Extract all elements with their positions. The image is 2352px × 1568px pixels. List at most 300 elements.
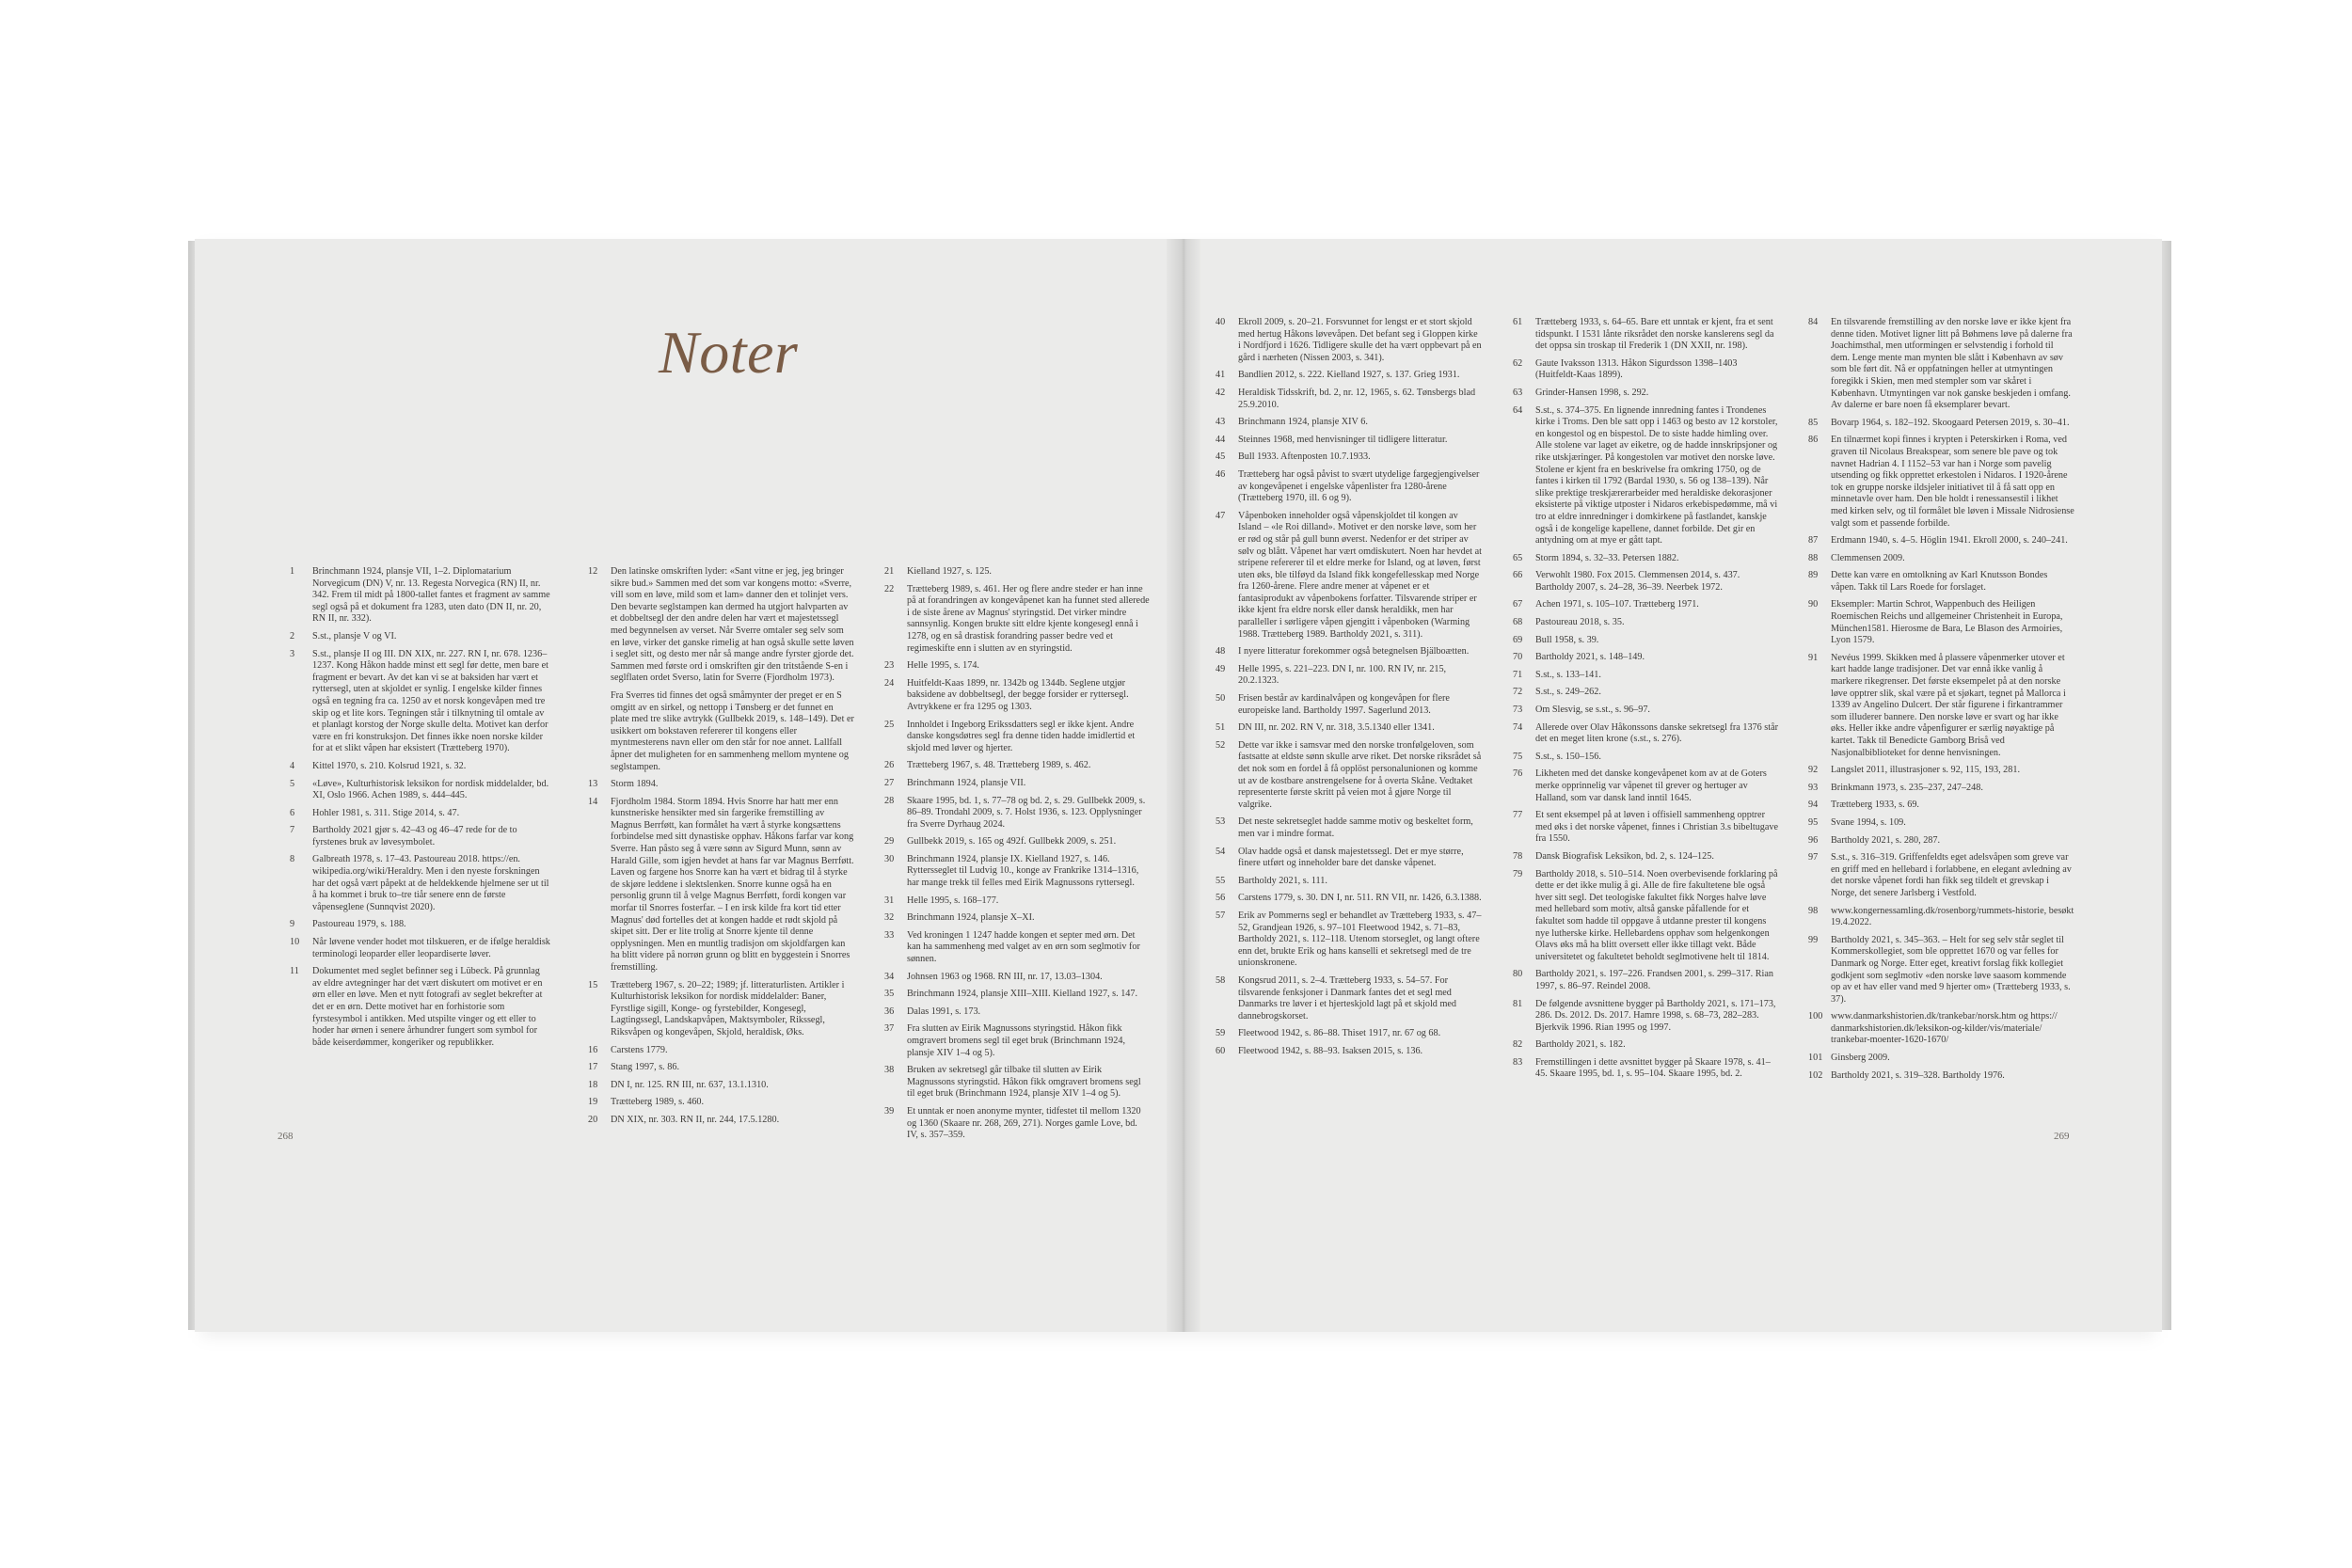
note-number: 88: [1808, 552, 1819, 563]
note-number: 54: [1216, 846, 1226, 857]
note-entry: [1808, 817, 2074, 830]
note-text: En tilnærmet kopi finnes i krypten i Peterskirken i Roma, ved graven til Nicolaus Breakspear, som senere ble pave og tok navnet Hadrian 4. I 1152–53 var han i Norge som pavelig utsending og fikk opprettet erkestolen i Nidaros. I 1920-årene tok en gruppe norske ildsjeler initiativet til å få satt opp en minnetavle over ham. Den ble holdt i renessansestil i likhet med kirken selv, og til formålet ble løven i Missale Nidrosiense valgt som et passende forbilde.: [1831, 435, 2074, 529]
note-entry: [290, 649, 551, 755]
note-number: 98: [1808, 905, 1819, 916]
note-text: Et sent eksempel på at løven i offisiell sammenheng opptrer med øks i det norske våpenet, finnes i Christian 3.s bibeltugave fra 1550.: [1535, 810, 1779, 845]
note-number: 57: [1216, 910, 1226, 921]
note-number: 60: [1216, 1045, 1226, 1056]
note-number: 27: [884, 777, 895, 788]
note-text: Brinchmann 1924, plansje XIII–XIII. Kielland 1927, s. 147.: [907, 989, 1138, 1000]
note-number: 46: [1216, 468, 1226, 480]
note-number: 17: [588, 1062, 598, 1073]
note-entry: [588, 1097, 854, 1109]
note-text: Fra slutten av Eirik Magnussons styringstid. Håkon fikk omgravert bromens segl til eget bruk (Brinchmann 1924, plansje XIV 1–4 og 5).: [907, 1023, 1125, 1058]
note-text: S.st., s. 249–262.: [1535, 687, 1601, 698]
note-number: 39: [884, 1105, 895, 1117]
note-entry: [588, 1045, 854, 1057]
note-text: Bartholdy 2021, s. 182.: [1535, 1039, 1626, 1051]
note-text: Trætteberg 1967, s. 48. Trætteberg 1989, s. 462.: [907, 760, 1091, 771]
note-number: 93: [1808, 782, 1819, 793]
note-entry: [1808, 553, 2074, 565]
note-entry: [1808, 418, 2074, 430]
note-number: 48: [1216, 646, 1226, 657]
note-number: 86: [1808, 435, 1819, 446]
note-text: Bandlien 2012, s. 222. Kielland 1927, s. 137. Grieg 1931.: [1238, 370, 1460, 381]
note-number: 87: [1808, 535, 1819, 546]
note-text: Helle 1995, s. 174.: [907, 660, 979, 672]
notes-column-1: [290, 566, 551, 1054]
note-entry: [1513, 570, 1779, 594]
note-text: Det neste sekretseglet hadde samme motiv og beskeltet form, men var i mindre format.: [1238, 816, 1473, 839]
note-entry: [1808, 317, 2074, 412]
note-number: 101: [1808, 1053, 1823, 1064]
note-text: Brinchmann 1924, plansje XIV 6.: [1238, 417, 1368, 428]
note-number: 21: [884, 566, 895, 577]
note-number: [588, 690, 611, 773]
note-text: Kielland 1927, s. 125.: [907, 566, 992, 577]
note-number: 76: [1513, 768, 1523, 780]
note-text: Brinchmann 1924, plansje X–XI.: [907, 912, 1035, 924]
note-number: 61: [1513, 317, 1523, 327]
note-entry: [1513, 687, 1779, 699]
note-number: 77: [1513, 810, 1523, 821]
note-text: S.st., s. 133–141.: [1535, 669, 1601, 680]
note-text: Når løvene vender hodet mot tilskueren, er de ifølge heraldisk terminologi leoparder eller leopardiserte løver.: [312, 937, 550, 959]
note-number: 52: [1216, 739, 1226, 751]
note-number: 79: [1513, 868, 1523, 879]
note-text: Brinchmann 1924, plansje VII, 1–2. Diplomatarium Norvegicum (DN) V, nr. 13. Regesta Norvegica (RN) II, nr. 342. Frem til midt på 1800-tallet fantes et fragment av samme segl også på et dokument fra 1283, uten dato (DN II, nr. 20, RN II, nr. 332).: [312, 566, 550, 625]
note-number: 6: [290, 807, 295, 818]
note-entry: [1513, 317, 1779, 353]
note-text: Bartholdy 2021, s. 345–363. – Helt for seg selv står seglet til Kommerskollegiet, som ble opprettet 1670 og var felles for Danmark og Norge. Etter eget, kreativt forslag fikk kollegiet godkjent som seglmotiv «den norske løve saasom kommende op av et hav eller vand med 9 hjerter om» (Trætteberg 1933, s. 37).: [1831, 934, 2071, 1005]
note-entry: [1513, 999, 1779, 1035]
note-entry: [588, 690, 854, 773]
note-entry: [1216, 911, 1482, 970]
note-text: Dokumentet med seglet befinner seg i Lübeck. På grunnlag av eldre avtegninger har det vært diskutert om motivet er en ørn eller en løve. Men et nytt fotografi av seglet bekrefter at det er en ørn. Dette motivet har en forhistorie som fyrstesymbol i antikken. Med utspilte vinger og ett eller to hoder har ørnen i senere århundrer fungert som symbol for både keiserdømmer, kongeriker og republikker.: [312, 966, 543, 1048]
note-number: 13: [588, 779, 598, 790]
note-text: Fleetwood 1942, s. 86–88. Thiset 1917, nr. 67 og 68.: [1238, 1028, 1441, 1039]
note-entry: [884, 1023, 1151, 1059]
note-text: Bruken av sekretsegl går tilbake til slutten av Eirik Magnussons styringstid. Håkon fikk omgravert bromens segl til eget bruk (Brinchmann 1924, plansje XIV 1–4 og 5).: [907, 1065, 1141, 1100]
note-text: S.st., s. 316–319. Griffenfeldts eget adelsvåpen som greve var en griff med en hellebard i forlabbene, en elegant avledning av det norske våpenet fordi han fikk seg tildelt et grevskap i Norge, det senere Jarlsberg i Vestfold.: [1831, 852, 2072, 898]
note-number: 26: [884, 760, 895, 771]
note-entry: [290, 854, 551, 913]
note-entry: [884, 760, 1151, 772]
note-number: 51: [1216, 722, 1226, 734]
note-number: 7: [290, 825, 295, 836]
note-number: 19: [588, 1097, 598, 1108]
note-number: 97: [1808, 852, 1819, 863]
note-entry: [884, 854, 1151, 890]
note-number: 72: [1513, 687, 1523, 698]
note-entry: [1513, 553, 1779, 565]
note-text: Bull 1958, s. 39.: [1535, 634, 1599, 645]
note-text: Den latinske omskriften lyder: «Sant vitne er jeg, jeg bringer sikre bud.» Sammen med det som var kongens motto: «Sverre, vill som en løve, mild som et lam» danner den et tolinjet vers. Den bevarte seglstampen kan dermed ha utgjort halvparten av et dobbeltsegl der den andre delen har vært et majestetssegl med begynnelsen av verset. Når Sverre omtaler seg selv som en løve, virker det ganske rimelig at han også skulle sette løven i seglet sitt, og desto mer når så mange andre fyrster gjorde det. Sammen med første ord i omskriften gir den tritstående S-en i seglflaten ordet Sverso, latin for Sverre (Fjordholm 1973).: [611, 566, 854, 684]
note-number: 84: [1808, 317, 1819, 327]
note-number: 11: [290, 966, 299, 977]
note-entry: [1513, 652, 1779, 664]
note-entry: [1216, 876, 1482, 888]
note-text: Bartholdy 2021, s. 111.: [1238, 875, 1327, 886]
note-text: S.st., plansje V og VI.: [312, 630, 397, 641]
note-number: 74: [1513, 721, 1523, 733]
note-entry: [588, 566, 854, 685]
note-number: 80: [1513, 969, 1523, 980]
note-text: Ginsberg 2009.: [1831, 1053, 1890, 1064]
note-number: 14: [588, 796, 598, 807]
note-text: Bartholdy 2021, s. 280, 287.: [1831, 834, 1941, 846]
note-entry: [290, 779, 551, 802]
note-number: 47: [1216, 510, 1226, 521]
note-entry: [1513, 599, 1779, 611]
note-entry: [1808, 935, 2074, 1006]
note-text: De følgende avsnittene bygger på Bartholdy 2021, s. 171–173, 286. Ds. 2012. Ds. 2017. Hamre 1998, s. 68–73, 282–283. Bjerkvik 1996. Rian 1995 og 1997.: [1535, 998, 1776, 1033]
note-text: Kongsrud 2011, s. 2–4. Trætteberg 1933, s. 54–57. For tilsvarende fenksjoner i Danmark fantes det et segl med Danmarks tre løver i et hjerteskjold lagt på et skjold med dannebrogskorset.: [1238, 974, 1456, 1022]
note-entry: [1513, 635, 1779, 647]
note-number: 41: [1216, 370, 1226, 381]
note-entry: [1808, 906, 2074, 929]
note-entry: [588, 980, 854, 1039]
note-number: 55: [1216, 875, 1226, 886]
note-entry: [1216, 1028, 1482, 1040]
note-text: Dansk Biografisk Leksikon, bd. 2, s. 124–125.: [1535, 850, 1714, 862]
note-number: 94: [1808, 800, 1819, 811]
note-number: 33: [884, 929, 895, 941]
note-entry: [588, 1062, 854, 1074]
note-number: 58: [1216, 974, 1226, 986]
note-number: 35: [884, 989, 895, 1000]
note-number: 4: [290, 760, 295, 771]
note-number: 5: [290, 778, 295, 789]
note-text: Langslet 2011, illustrasjoner s. 92, 115, 193, 281.: [1831, 765, 2020, 776]
note-entry: [1513, 358, 1779, 382]
note-entry: [290, 966, 551, 1049]
note-entry: [1808, 599, 2074, 646]
note-text: DN III, nr. 202. RN V, nr. 318, 3.5.1340 eller 1341.: [1238, 722, 1435, 734]
note-text: Fra Sverres tid finnes det også småmynter der preget er en S omgitt av en sirkel, og nettopp i Tønsberg er det funnet en plate med tre slike avtrykk (Gullbekk 2019, s. 148–149). Det er usikkert om bokstaven refererer til kongens eller myntmesterens navn eller om den står for noe annet. Lallfall åpner det muligheten for en sammenheng mellom myntene og seglstampen.: [611, 689, 854, 772]
note-entry: [1808, 1070, 2074, 1083]
note-text: Hohler 1981, s. 311. Stige 2014, s. 47.: [312, 807, 460, 818]
note-entry: [1513, 752, 1779, 764]
note-text: Achen 1971, s. 105–107. Trætteberg 1971.: [1535, 599, 1699, 610]
note-number: 18: [588, 1079, 598, 1090]
note-text: Bartholdy 2021, s. 148–149.: [1535, 652, 1645, 663]
note-entry: [884, 720, 1151, 755]
note-text: Skaare 1995, bd. 1, s. 77–78 og bd. 2, s. 29. Gullbekk 2009, s. 86–89. Trondahl 2009, s. 7. Holst 1936, s. 123. Opplysninger fra Sverre Dyrhaug 2024.: [907, 795, 1146, 830]
note-entry: [884, 796, 1151, 832]
note-text: Steinnes 1968, med henvisninger til tidligere litteratur.: [1238, 434, 1448, 445]
note-number: 24: [884, 677, 895, 689]
note-entry: [884, 1006, 1151, 1019]
note-text: Ved kroningen 1 1247 hadde kongen et septer med ørn. Det kan ha sammenheng med valget av en ørn som seglmotiv for sønnen.: [907, 929, 1140, 965]
note-number: 75: [1513, 751, 1523, 762]
note-number: 102: [1808, 1069, 1823, 1081]
note-number: 90: [1808, 599, 1819, 610]
note-entry: [1513, 405, 1779, 547]
note-number: 96: [1808, 834, 1819, 846]
notes-column-6: [1808, 317, 2074, 1087]
note-number: 40: [1216, 317, 1226, 327]
notes-column-4: [1216, 317, 1482, 1063]
note-entry: [1808, 1011, 2074, 1047]
note-text: «Løve», Kulturhistorisk leksikon for nordisk middelalder, bd. XI, Oslo 1966. Achen 1989, s. 444–445.: [312, 778, 549, 801]
note-text: Johnsen 1963 og 1968. RN III, nr. 17, 13.03–1304.: [907, 971, 1103, 982]
note-entry: [1513, 1039, 1779, 1052]
note-number: 71: [1513, 669, 1523, 680]
note-entry: [884, 989, 1151, 1001]
note-text: Eksempler: Martin Schrot, Wappenbuch des Heiligen Roemischen Reichs und allgemeiner Christenheit in Europa, München1581. Hierosme de Bara, Le Blason des Armoiries, Lyon 1579.: [1831, 599, 2063, 646]
note-number: 15: [588, 979, 598, 990]
note-text: Grinder-Hansen 1998, s. 292.: [1535, 387, 1649, 398]
note-entry: [1216, 370, 1482, 382]
note-text: Allerede over Olav Håkonssons danske sekretsegl fra 1376 står det en meget liten krone (s.st., s. 276).: [1535, 721, 1779, 745]
note-text: Galbreath 1978, s. 17–43. Pastoureau 2018. https://en. wikipedia.org/wiki/Heraldry. Men i den nyeste forskningen har det også vært påpekt at de heldekkende hjelmene ser ut til å ha kommet i bruk to–tre tiår senere enn de første våpenseglene (Sunnqvist 2020).: [312, 854, 549, 912]
note-text: Dette kan være en omtolkning av Karl Knutsson Bondes våpen. Takk til Lars Roede for forslaget.: [1831, 570, 2048, 593]
note-entry: [1216, 435, 1482, 447]
note-entry: [290, 937, 551, 960]
note-entry: [884, 678, 1151, 714]
note-number: 66: [1513, 570, 1523, 581]
note-entry: [1808, 570, 2074, 594]
note-text: Storm 1894.: [611, 779, 659, 790]
note-text: Helle 1995, s. 221–223. DN I, nr. 100. RN IV, nr. 215, 20.2.1323.: [1238, 663, 1447, 687]
note-number: 43: [1216, 417, 1226, 428]
note-entry: [1216, 646, 1482, 658]
note-entry: [588, 1115, 854, 1127]
note-text: Trætteberg 1989, s. 460.: [611, 1097, 705, 1108]
note-entry: [884, 836, 1151, 848]
note-entry: [290, 919, 551, 931]
note-number: 73: [1513, 705, 1523, 716]
note-text: Storm 1894, s. 32–33. Petersen 1882.: [1535, 552, 1679, 563]
note-entry: [1216, 1046, 1482, 1058]
note-number: 81: [1513, 998, 1523, 1009]
note-entry: [1216, 722, 1482, 735]
note-number: 100: [1808, 1011, 1823, 1022]
note-number: 68: [1513, 617, 1523, 628]
note-number: 85: [1808, 417, 1819, 428]
note-number: 53: [1216, 816, 1226, 828]
note-number: 28: [884, 795, 895, 806]
note-number: 99: [1808, 934, 1819, 945]
book-gutter: [1167, 239, 1200, 1332]
note-entry: [1513, 869, 1779, 964]
note-entry: [1808, 653, 2074, 759]
note-entry: [1513, 768, 1779, 804]
note-number: 8: [290, 854, 295, 865]
note-text: Om Slesvig, se s.st., s. 96–97.: [1535, 705, 1650, 716]
note-entry: [1216, 451, 1482, 464]
note-text: S.st., s. 150–156.: [1535, 751, 1601, 762]
note-text: DN I, nr. 125. RN III, nr. 637, 13.1.1310.: [611, 1079, 769, 1090]
note-entry: [1216, 388, 1482, 411]
note-text: Frisen består av kardinalvåpen og kongevåpen for flere europeiske land. Bartholdy 1997. Sagerlund 2013.: [1238, 693, 1450, 716]
note-entry: [290, 566, 551, 626]
page-title: Noter: [659, 319, 799, 386]
note-entry: [1513, 1057, 1779, 1081]
note-text: Olav hadde også et dansk majestetssegl. Det er mye større, finere utført og inneholder bare det danske våpenet.: [1238, 846, 1464, 869]
note-number: 49: [1216, 663, 1226, 674]
note-entry: [1808, 852, 2074, 899]
note-text: www.kongernessamling.dk/rosenborg/rummets-historie, besøkt 19.4.2022.: [1831, 905, 2074, 928]
note-entry: [1513, 705, 1779, 717]
note-entry: [884, 778, 1151, 790]
note-entry: [1216, 417, 1482, 429]
note-number: 78: [1513, 850, 1523, 862]
note-text: Gaute Ivaksson 1313. Håkon Sigurdsson 1398–1403 (Huitfeldt-Kaas 1899).: [1535, 357, 1738, 381]
note-number: 30: [884, 853, 895, 864]
note-text: Innholdet i Ingeborg Erikssdatters segl er ikke kjent. Andre danske kongsdøtres segl fra denne tiden hadde imidlertid et skjold med løver og hjerter.: [907, 719, 1136, 753]
note-entry: [1216, 975, 1482, 1022]
note-text: Verwohlt 1980. Fox 2015. Clemmensen 2014, s. 437. Bartholdy 2007, s. 24–28, 36–39. Neerbek 1972.: [1535, 570, 1740, 593]
note-entry: [1216, 893, 1482, 905]
note-number: 10: [290, 937, 300, 948]
note-number: 95: [1808, 816, 1819, 828]
note-number: 42: [1216, 387, 1226, 398]
note-number: 2: [290, 630, 295, 641]
note-entry: [588, 1080, 854, 1092]
note-text: Bartholdy 2021 gjør s. 42–43 og 46–47 rede for de to fyrstenes bruk av løvesymbolet.: [312, 825, 517, 847]
note-number: 34: [884, 971, 895, 982]
note-text: Et unntak er noen anonyme mynter, tidfestet til mellom 1320 og 1360 (Skaare nr. 268, 269, 271). Norges gamle Love, bd. IV, s. 357–359.: [907, 1105, 1141, 1141]
note-number: 23: [884, 660, 895, 672]
note-text: DN XIX, nr. 303. RN II, nr. 244, 17.5.1280.: [611, 1114, 780, 1125]
note-number: 36: [884, 1006, 895, 1017]
note-entry: [1808, 765, 2074, 777]
note-text: Bartholdy 2021, s. 319–328. Bartholdy 1976.: [1831, 1069, 2005, 1081]
note-entry: [290, 631, 551, 643]
note-text: Nevéus 1999. Skikken med å plassere våpenmerker utover et kart hadde lange tradisjoner. Det var ennå ikke vanlig å markere rikegrenser. Det første eksempelet på at den norske løve opptrer slik, skal være på et sjøkart, tegnet på Mallorca i 1339 av Angelino Dulcert. Der står figurene i firkantrammer som illuderer bannere. Den norske løve er svart og har ikke øks. Heller ikke andre våpenfigurer er særlig nøyaktige på kartet. Takk til Benedicte Gamborg Briså ved Nasjonalbiblioteket for denne henvisningen.: [1831, 652, 2066, 758]
note-text: Erik av Pommerns segl er behandlet av Trætteberg 1933, s. 47–52, Grandjean 1926, s. 97–101 Fleetwood 1942, s. 71–83, Bartholdy 2021, s. 112–118. Utenom storseglet, og langt oftere enn det, brukte Erik og hans kanselli et sekretsegl med de tre unionskronene.: [1238, 910, 1482, 969]
note-number: 29: [884, 836, 895, 847]
note-text: Carstens 1779, s. 30. DN I, nr. 511. RN VII, nr. 1426, 6.3.1388.: [1238, 893, 1482, 904]
note-entry: [1808, 800, 2074, 812]
note-text: Fjordholm 1984. Storm 1894. Hvis Snorre har hatt mer enn kunstneriske hensikter med sin fargerike fremstilling av Magnus Berrføtt, kan formålet ha vært å styrke kongsættens forbindelse med sitt dynastiske opphav. Håkons farfar var kong Sverre. Han påsto seg å være sønn av Sigurd Munn, sønn av Harald Gille, som igjen hevdet at hans far var Magnus Berrføtt. Laven og fargene hos Snorre kan ha vært et bidrag til å styrke de skjøre leddene i slektslenken. Snorre kunne også ha en personlig grunn til å velge Magnus Berrføtt, fordi kongen var morfar til Snorres fosterfar. – I en irsk kilde fra kort tid etter Magnus' død fortelles det at kongen hadde et rødt skjold på skipet sitt. Der er lite trolig at Snorre kjente til denne opplysningen. Men en muntlig tradisjon om skjoldfargen kan ha blitt videre på norrøn grunn og blitt en byggestein i Snorres fremstilling.: [611, 796, 854, 973]
note-number: 67: [1513, 599, 1523, 610]
note-text: Fremstillingen i dette avsnittet bygger på Skaare 1978, s. 41–45. Skaare 1995, bd. 1, s. 95–104. Skaare 1995, bd. 2.: [1535, 1056, 1771, 1080]
note-text: Erdmann 1940, s. 4–5. Höglin 1941. Ekroll 2000, s. 240–241.: [1831, 535, 2068, 546]
note-number: 62: [1513, 357, 1523, 369]
note-entry: [290, 825, 551, 848]
note-text: Svane 1994, s. 109.: [1831, 816, 1906, 828]
note-number: 59: [1216, 1028, 1226, 1039]
note-text: Kittel 1970, s. 210. Kolsrud 1921, s. 32.: [312, 760, 467, 771]
note-entry: [884, 660, 1151, 673]
note-entry: [1808, 435, 2074, 530]
note-text: Stang 1997, s. 86.: [611, 1062, 680, 1073]
note-text: Trætteberg 1989, s. 461. Her og flere andre steder er han inne på at forandringen av kongevåpenet kan ha funnet sted allerede i de siste årene av Magnus' styringstid. Det virker mindre sannsynlig. Kongen brukte sitt eldre kjente kongesegl ennå i 1278, og en så drastisk forandring passer bedre ved et regimeskifte enn i slutten av en styringstid.: [907, 583, 1150, 654]
note-number: 22: [884, 583, 895, 594]
note-number: 83: [1513, 1056, 1523, 1068]
note-number: 12: [588, 566, 598, 577]
note-entry: [1808, 1053, 2074, 1065]
note-number: 44: [1216, 434, 1226, 445]
note-number: 9: [290, 919, 295, 930]
note-text: Carstens 1779.: [611, 1044, 668, 1055]
note-entry: [1216, 740, 1482, 812]
note-text: Brinkmann 1973, s. 235–237, 247–248.: [1831, 782, 1983, 793]
note-entry: [1513, 670, 1779, 682]
note-entry: [884, 912, 1151, 925]
note-text: Helle 1995, s. 168–177.: [907, 895, 999, 906]
note-text: Trætteberg 1933, s. 69.: [1831, 800, 1919, 811]
note-number: 37: [884, 1023, 895, 1035]
note-text: Pastoureau 1979, s. 188.: [312, 919, 406, 930]
note-entry: [1216, 693, 1482, 717]
note-entry: [1513, 969, 1779, 992]
note-number: 91: [1808, 652, 1819, 663]
note-entry: [1808, 783, 2074, 795]
note-number: 69: [1513, 634, 1523, 645]
note-number: 50: [1216, 693, 1226, 705]
notes-column-3: [884, 566, 1151, 1148]
page-number-right: 269: [2054, 1131, 2070, 1142]
note-entry: [1216, 664, 1482, 688]
note-entry: [1513, 388, 1779, 400]
note-entry: [884, 584, 1151, 656]
note-number: 32: [884, 912, 895, 924]
note-text: I nyere litteratur forekommer også betegnelsen Bjälboætten.: [1238, 646, 1470, 657]
note-text: Pastoureau 2018, s. 35.: [1535, 617, 1625, 628]
note-number: 3: [290, 648, 295, 659]
note-entry: [1513, 722, 1779, 746]
note-entry: [884, 972, 1151, 984]
note-text: Fleetwood 1942, s. 88–93. Isaksen 2015, s. 136.: [1238, 1045, 1423, 1056]
note-entry: [1808, 835, 2074, 847]
note-entry: [884, 930, 1151, 966]
note-entry: [1216, 469, 1482, 505]
note-entry: [1216, 816, 1482, 840]
note-number: 65: [1513, 552, 1523, 563]
note-number: 38: [884, 1065, 895, 1076]
note-text: Brinchmann 1924, plansje VII.: [907, 777, 1026, 788]
note-text: Dalas 1991, s. 173.: [907, 1006, 981, 1017]
note-number: 70: [1513, 652, 1523, 663]
note-number: 31: [884, 895, 895, 906]
note-text: www.danmarkshistorien.dk/trankebar/norsk.htm og https:// danmarkshistorien.dk/leksikon-og-kilder/vis/materiale/ trankebar-moenter-1620-1670/: [1831, 1011, 2058, 1046]
note-text: Ekroll 2009, s. 20–21. Forsvunnet for lengst er et stort skjold med hertug Håkons løvevåpen. Det befant seg i Gloppen kirke i Nordfjord i 1626. Tidligere skulle det ha vært oppbevart på en gård i nærheten (Nissen 2003, s. 341).: [1238, 317, 1482, 363]
note-text: Dette var ikke i samsvar med den norske tronfølgeloven, som fastsatte at eldste sønn skulle arve riket. Det norske riksrådet så det nok som en fordel å få opplöst personalunionen og komme ut av de kostbare anstrengelsene for å overta Skåne. Vedtaket representerte første skritt på veien mot å gjøre Norge til valgrike.: [1238, 739, 1482, 810]
note-number: 1: [290, 566, 295, 577]
note-text: Likheten med det danske kongevåpenet kom av at de Goters merke opprinnelig var våpenet til grever og hertuger av Halland, som var dansk land inntil 1645.: [1535, 768, 1767, 803]
note-entry: [1216, 317, 1482, 364]
page-number-left: 268: [278, 1131, 294, 1142]
note-entry: [588, 779, 854, 791]
notes-column-5: [1513, 317, 1779, 1086]
note-text: Bartholdy 2018, s. 510–514. Noen overbevisende forklaring på dette er det ikke mulig å gi. Alle de fire fakultetene ble også hver sitt segl. Det teologiske fakultet fikk Norges halve løve med hellebard som motiv, altså ganske påfallende for et fakultet som hadde til oppgave å utdanne prester til kongens nye lutherske kirke. Hellebardens opphav som helgenkongen Olavs øks må ha blitt oversett eller ikke tillagt vekt. Både universitetet og fakultetet beholdt seglmotivene helt til 1814.: [1535, 868, 1778, 962]
right-page-edge: [2162, 241, 2171, 1330]
note-number: 82: [1513, 1039, 1523, 1051]
note-text: Heraldisk Tidsskrift, bd. 2, nr. 12, 1965, s. 62. Tønsbergs blad 25.9.2010.: [1238, 387, 1476, 410]
note-entry: [884, 566, 1151, 578]
note-number: 64: [1513, 404, 1523, 416]
note-text: S.st., s. 374–375. En lignende innredning fantes i Trondenes kirke i Troms. Den ble satt opp i 1463 og besto av 12 korstoler, en kongestol og en bispestol. De to siste hadde himling over. Alle stolene var laget av eiketre, og de hadde innskripsjoner og rike utskjæringer. På kongestolen var motivet den norske løve. Stolene er kjent fra en beskrivelse fra omkring 1750, og de fantes i kirken til 1792 (Bardal 1930, s. 56 og 138–139). Når slike prektige treskjærerarbeider med heraldiske dekorasjoner eksisterte på viktige utposter i Nidaros erkebispedømme, må vi tro at eldre innredninger i domkirkene på fastlandet, kanskje også i de kongelige kapellene, dannet forbilde. Det gir en antydning om at mye er gått tapt.: [1535, 404, 1778, 546]
note-text: Trætteberg 1933, s. 64–65. Bare ett unntak er kjent, fra et sent tidspunkt. I 1531 lånte riksrådet den norske kanslerens segl da det oppsa sin troskap til Frederik 1 (DN XXII, nr. 198).: [1535, 317, 1774, 352]
note-number: 20: [588, 1114, 598, 1125]
note-entry: [588, 797, 854, 974]
note-text: Bull 1933. Aftenposten 10.7.1933.: [1238, 451, 1371, 463]
note-entry: [1216, 511, 1482, 641]
note-entry: [884, 895, 1151, 908]
note-number: 56: [1216, 893, 1226, 904]
note-text: Bovarp 1964, s. 182–192. Skoogaard Petersen 2019, s. 30–41.: [1831, 417, 2070, 428]
note-text: Clemmensen 2009.: [1831, 552, 1905, 563]
note-number: 63: [1513, 387, 1523, 398]
note-text: Trætteberg 1967, s. 20–22; 1989; jf. litteraturlisten. Artikler i Kulturhistorisk leksikon for nordisk middelalder: Baner, Fyrstlige sigill, Konge- og fyrstebilder, Kongesegl, Lagtingssegl, Landskapvåpen, Maktsymboler, Rikssegl, Riksvåpen og kongevåpen, Skjold, heraldisk, Øks.: [611, 979, 845, 1037]
note-text: En tilsvarende fremstilling av den norske løve er ikke kjent fra denne tiden. Motivet ligner litt på Bøhmens løve på dalerne fra Joachimsthal, men utformingen er selvstendig i forhold til dem. Lenge mente man mynten ble slått i København av søv som ble ført dit. Nå er oppfatningen heller at utmyntingen foregikk i Skien, men med stempler som var skåret i København. Utmyntingen var nok ganske beskjeden i omfang. Av dalerne er bare noen få eksemplarer bevart.: [1831, 317, 2073, 411]
note-entry: [1513, 617, 1779, 629]
note-entry: [290, 761, 551, 773]
